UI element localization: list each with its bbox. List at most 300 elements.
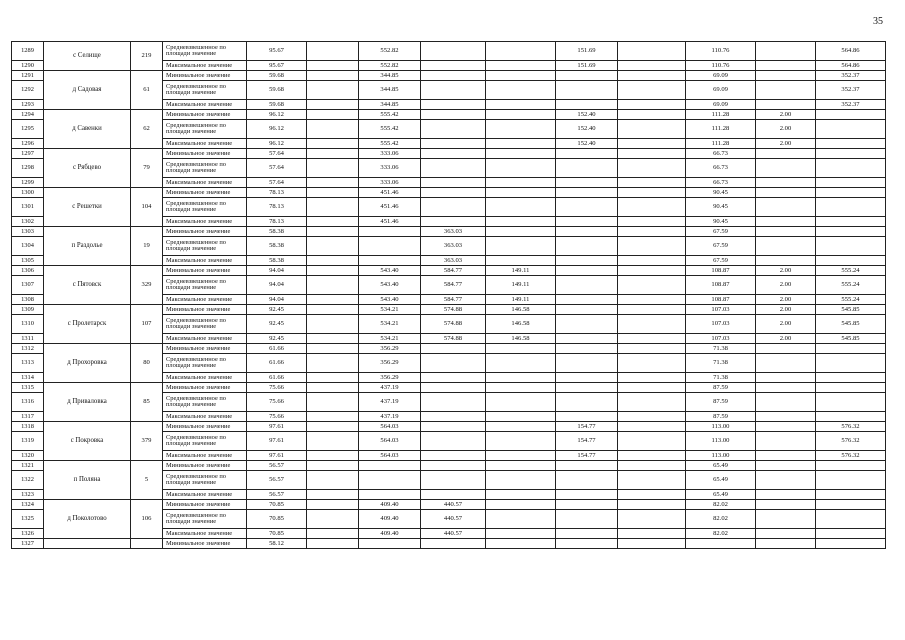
- count-cell: 329: [131, 266, 163, 305]
- value-cell: [618, 354, 686, 373]
- value-cell: [816, 178, 886, 188]
- value-cell: 113.00: [686, 422, 756, 432]
- value-cell: 152.40: [556, 110, 618, 120]
- value-cell: 356.29: [359, 373, 421, 383]
- value-cell: [421, 354, 486, 373]
- value-cell: 110.76: [686, 42, 756, 61]
- value-cell: [816, 412, 886, 422]
- value-cell: 108.87: [686, 266, 756, 276]
- value-cell: [556, 276, 618, 295]
- row-id-cell: 1309: [12, 305, 44, 315]
- row-id-cell: 1323: [12, 490, 44, 500]
- value-cell: [816, 139, 886, 149]
- value-cell: 451.46: [359, 217, 421, 227]
- value-cell: [486, 178, 556, 188]
- value-cell: [421, 110, 486, 120]
- value-cell: [359, 256, 421, 266]
- value-cell: [486, 354, 556, 373]
- value-cell: 82.02: [686, 500, 756, 510]
- value-cell: [421, 71, 486, 81]
- value-cell: 2.00: [756, 110, 816, 120]
- value-cell: [359, 227, 421, 237]
- stat-label-cell: Средневзвешенное по площади значение: [163, 42, 247, 61]
- row-id-cell: 1299: [12, 178, 44, 188]
- value-cell: [307, 110, 359, 120]
- value-cell: 2.00: [756, 139, 816, 149]
- value-cell: [307, 412, 359, 422]
- stat-label-cell: Минимальное значение: [163, 539, 247, 549]
- value-cell: 2.00: [756, 276, 816, 295]
- settlement-name-cell: д Поколотово: [44, 500, 131, 539]
- value-cell: [556, 71, 618, 81]
- value-cell: [421, 471, 486, 490]
- value-cell: 108.87: [686, 276, 756, 295]
- value-cell: 108.87: [686, 295, 756, 305]
- value-cell: 545.85: [816, 305, 886, 315]
- value-cell: [816, 227, 886, 237]
- value-cell: 70.85: [247, 500, 307, 510]
- value-cell: 65.49: [686, 490, 756, 500]
- value-cell: [756, 198, 816, 217]
- value-cell: [756, 451, 816, 461]
- value-cell: [307, 188, 359, 198]
- value-cell: [486, 393, 556, 412]
- value-cell: 90.45: [686, 217, 756, 227]
- value-cell: [421, 61, 486, 71]
- value-cell: [307, 256, 359, 266]
- row-id-cell: 1327: [12, 539, 44, 549]
- table-row: [12, 42, 886, 61]
- value-cell: 333.06: [359, 149, 421, 159]
- value-cell: 56.57: [247, 471, 307, 490]
- value-cell: 57.64: [247, 159, 307, 178]
- value-cell: 70.85: [247, 529, 307, 539]
- stat-label-cell: Минимальное значение: [163, 500, 247, 510]
- value-cell: 154.77: [556, 451, 618, 461]
- value-cell: [486, 344, 556, 354]
- value-cell: [421, 149, 486, 159]
- row-id-cell: 1320: [12, 451, 44, 461]
- value-cell: [556, 217, 618, 227]
- value-cell: [756, 383, 816, 393]
- value-cell: [421, 139, 486, 149]
- value-cell: [421, 422, 486, 432]
- value-cell: [486, 198, 556, 217]
- value-cell: [756, 71, 816, 81]
- settlement-name-cell: с Решетки: [44, 188, 131, 227]
- page-number: 35: [873, 16, 883, 27]
- value-cell: [618, 42, 686, 61]
- value-cell: [756, 42, 816, 61]
- value-cell: 333.06: [359, 159, 421, 178]
- row-id-cell: 1293: [12, 100, 44, 110]
- value-cell: 409.40: [359, 529, 421, 539]
- value-cell: [556, 510, 618, 529]
- row-id-cell: 1314: [12, 373, 44, 383]
- value-cell: [556, 188, 618, 198]
- row-id-cell: 1322: [12, 471, 44, 490]
- row-id-cell: 1292: [12, 81, 44, 100]
- value-cell: [307, 354, 359, 373]
- value-cell: 576.32: [816, 422, 886, 432]
- value-cell: [307, 295, 359, 305]
- value-cell: 564.86: [816, 61, 886, 71]
- value-cell: 2.00: [756, 315, 816, 334]
- value-cell: [421, 432, 486, 451]
- value-cell: [756, 510, 816, 529]
- value-cell: [618, 276, 686, 295]
- value-cell: 555.24: [816, 295, 886, 305]
- value-cell: [556, 334, 618, 344]
- value-cell: [756, 422, 816, 432]
- value-cell: 564.03: [359, 451, 421, 461]
- value-cell: [756, 344, 816, 354]
- value-cell: 69.09: [686, 100, 756, 110]
- value-cell: [307, 539, 359, 549]
- value-cell: [618, 256, 686, 266]
- value-cell: [421, 81, 486, 100]
- count-cell: 219: [131, 42, 163, 71]
- count-cell: 104: [131, 188, 163, 227]
- value-cell: 78.13: [247, 217, 307, 227]
- value-cell: [486, 217, 556, 227]
- value-cell: [359, 237, 421, 256]
- row-id-cell: 1316: [12, 393, 44, 412]
- value-cell: [486, 451, 556, 461]
- value-cell: 333.06: [359, 178, 421, 188]
- value-cell: [618, 188, 686, 198]
- value-cell: [816, 490, 886, 500]
- value-cell: [618, 500, 686, 510]
- value-cell: [486, 373, 556, 383]
- value-cell: [307, 510, 359, 529]
- value-cell: 543.40: [359, 276, 421, 295]
- table-row: [12, 500, 886, 510]
- value-cell: 574.88: [421, 334, 486, 344]
- value-cell: [756, 471, 816, 490]
- value-cell: [618, 71, 686, 81]
- value-cell: [556, 315, 618, 334]
- value-cell: 110.76: [686, 61, 756, 71]
- value-cell: 111.28: [686, 139, 756, 149]
- value-cell: [307, 432, 359, 451]
- value-cell: [556, 412, 618, 422]
- value-cell: 564.03: [359, 422, 421, 432]
- value-cell: 352.37: [816, 100, 886, 110]
- value-cell: 58.12: [247, 539, 307, 549]
- value-cell: 78.13: [247, 198, 307, 217]
- value-cell: [307, 198, 359, 217]
- value-cell: 71.38: [686, 344, 756, 354]
- value-cell: [618, 344, 686, 354]
- settlement-name-cell: д Садовая: [44, 71, 131, 110]
- value-cell: 57.64: [247, 149, 307, 159]
- value-cell: 94.04: [247, 266, 307, 276]
- value-cell: [486, 81, 556, 100]
- value-cell: [421, 159, 486, 178]
- table-row: [12, 305, 886, 315]
- count-cell: 85: [131, 383, 163, 422]
- value-cell: [816, 373, 886, 383]
- table-row: [12, 188, 886, 198]
- value-cell: 90.45: [686, 188, 756, 198]
- value-cell: [307, 237, 359, 256]
- value-cell: 146.58: [486, 334, 556, 344]
- settlement-name-cell: с Покровка: [44, 422, 131, 461]
- table-row: [12, 110, 886, 120]
- value-cell: [486, 110, 556, 120]
- count-cell: 379: [131, 422, 163, 461]
- value-cell: 57.64: [247, 178, 307, 188]
- stat-label-cell: Средневзвешенное по площади значение: [163, 393, 247, 412]
- row-id-cell: 1311: [12, 334, 44, 344]
- value-cell: [756, 539, 816, 549]
- value-cell: 92.45: [247, 315, 307, 334]
- value-cell: [816, 354, 886, 373]
- value-cell: 87.59: [686, 383, 756, 393]
- value-cell: [486, 139, 556, 149]
- value-cell: [556, 305, 618, 315]
- value-cell: 97.61: [247, 451, 307, 461]
- value-cell: [816, 198, 886, 217]
- value-cell: 363.03: [421, 227, 486, 237]
- stat-label-cell: Средневзвешенное по площади значение: [163, 471, 247, 490]
- value-cell: [618, 61, 686, 71]
- stat-label-cell: Средневзвешенное по площади значение: [163, 354, 247, 373]
- value-cell: [618, 422, 686, 432]
- value-cell: [618, 237, 686, 256]
- settlement-name-cell: п Поляна: [44, 461, 131, 500]
- value-cell: [486, 100, 556, 110]
- count-cell: [131, 539, 163, 549]
- settlement-name-cell: с Рябцево: [44, 149, 131, 188]
- value-cell: [486, 471, 556, 490]
- value-cell: 78.13: [247, 188, 307, 198]
- value-cell: 97.61: [247, 422, 307, 432]
- value-cell: [486, 529, 556, 539]
- stat-label-cell: Максимальное значение: [163, 139, 247, 149]
- value-cell: 543.40: [359, 295, 421, 305]
- value-cell: [618, 529, 686, 539]
- value-cell: [307, 393, 359, 412]
- value-cell: 95.67: [247, 42, 307, 61]
- stat-label-cell: Максимальное значение: [163, 373, 247, 383]
- value-cell: 146.58: [486, 305, 556, 315]
- value-cell: [618, 334, 686, 344]
- value-cell: [556, 159, 618, 178]
- value-cell: [618, 295, 686, 305]
- value-cell: 574.88: [421, 315, 486, 334]
- stat-label-cell: Минимальное значение: [163, 188, 247, 198]
- value-cell: [756, 159, 816, 178]
- value-cell: [359, 539, 421, 549]
- stat-label-cell: Максимальное значение: [163, 451, 247, 461]
- value-cell: [756, 188, 816, 198]
- value-cell: [486, 149, 556, 159]
- row-id-cell: 1306: [12, 266, 44, 276]
- stat-label-cell: Максимальное значение: [163, 178, 247, 188]
- value-cell: [756, 227, 816, 237]
- value-cell: 111.28: [686, 110, 756, 120]
- value-cell: 75.66: [247, 393, 307, 412]
- value-cell: [556, 178, 618, 188]
- value-cell: 584.77: [421, 266, 486, 276]
- value-cell: [421, 198, 486, 217]
- settlement-name-cell: с Пролетарск: [44, 305, 131, 344]
- value-cell: 56.57: [247, 490, 307, 500]
- value-cell: [486, 432, 556, 451]
- value-cell: 154.77: [556, 432, 618, 451]
- value-cell: [307, 373, 359, 383]
- value-cell: [756, 490, 816, 500]
- value-cell: [556, 500, 618, 510]
- value-cell: [307, 451, 359, 461]
- table-row: [12, 266, 886, 276]
- row-id-cell: 1326: [12, 529, 44, 539]
- value-cell: 58.38: [247, 227, 307, 237]
- stat-label-cell: Минимальное значение: [163, 383, 247, 393]
- row-id-cell: 1305: [12, 256, 44, 266]
- value-cell: [307, 276, 359, 295]
- row-id-cell: 1297: [12, 149, 44, 159]
- stat-label-cell: Средневзвешенное по площади значение: [163, 159, 247, 178]
- value-cell: 2.00: [756, 305, 816, 315]
- value-cell: 65.49: [686, 471, 756, 490]
- value-cell: 96.12: [247, 139, 307, 149]
- value-cell: [618, 139, 686, 149]
- value-cell: [756, 461, 816, 471]
- value-cell: [421, 383, 486, 393]
- value-cell: [618, 315, 686, 334]
- value-cell: 61.66: [247, 354, 307, 373]
- value-cell: 451.46: [359, 198, 421, 217]
- value-cell: [756, 217, 816, 227]
- value-cell: 113.00: [686, 432, 756, 451]
- value-cell: [307, 159, 359, 178]
- value-cell: [421, 120, 486, 139]
- value-cell: [307, 178, 359, 188]
- stat-label-cell: Минимальное значение: [163, 149, 247, 159]
- value-cell: 451.46: [359, 188, 421, 198]
- value-cell: 111.28: [686, 120, 756, 139]
- value-cell: [556, 373, 618, 383]
- value-cell: [421, 412, 486, 422]
- stat-label-cell: Средневзвешенное по площади значение: [163, 315, 247, 334]
- row-id-cell: 1294: [12, 110, 44, 120]
- value-cell: [307, 305, 359, 315]
- value-cell: [421, 217, 486, 227]
- value-cell: [556, 383, 618, 393]
- value-cell: [421, 490, 486, 500]
- value-cell: 69.09: [686, 81, 756, 100]
- value-cell: [307, 81, 359, 100]
- count-cell: 62: [131, 110, 163, 149]
- value-cell: [756, 529, 816, 539]
- value-cell: [816, 529, 886, 539]
- value-cell: 2.00: [756, 120, 816, 139]
- table-body: [12, 42, 886, 549]
- stat-label-cell: Средневзвешенное по площади значение: [163, 81, 247, 100]
- value-cell: [307, 139, 359, 149]
- stat-label-cell: Средневзвешенное по площади значение: [163, 276, 247, 295]
- value-cell: [556, 539, 618, 549]
- table-row: [12, 383, 886, 393]
- value-cell: 356.29: [359, 354, 421, 373]
- value-cell: 574.88: [421, 305, 486, 315]
- value-cell: [618, 373, 686, 383]
- value-cell: [307, 42, 359, 61]
- value-cell: [816, 344, 886, 354]
- row-id-cell: 1290: [12, 61, 44, 71]
- value-cell: [421, 373, 486, 383]
- value-cell: 2.00: [756, 334, 816, 344]
- value-cell: 437.19: [359, 383, 421, 393]
- value-cell: 97.61: [247, 432, 307, 451]
- value-cell: [307, 315, 359, 334]
- value-cell: [816, 539, 886, 549]
- value-cell: 555.42: [359, 139, 421, 149]
- value-cell: [556, 256, 618, 266]
- value-cell: [421, 461, 486, 471]
- table-row: [12, 461, 886, 471]
- value-cell: 67.59: [686, 237, 756, 256]
- value-cell: 61.66: [247, 344, 307, 354]
- row-id-cell: 1301: [12, 198, 44, 217]
- data-table: [11, 41, 886, 549]
- value-cell: [486, 412, 556, 422]
- stat-label-cell: Минимальное значение: [163, 305, 247, 315]
- value-cell: [556, 529, 618, 539]
- value-cell: [618, 451, 686, 461]
- stat-label-cell: Максимальное значение: [163, 100, 247, 110]
- value-cell: [816, 256, 886, 266]
- value-cell: [756, 393, 816, 412]
- table-row: [12, 344, 886, 354]
- count-cell: 106: [131, 500, 163, 539]
- value-cell: [556, 490, 618, 500]
- value-cell: 67.59: [686, 227, 756, 237]
- value-cell: [359, 490, 421, 500]
- count-cell: 79: [131, 149, 163, 188]
- value-cell: [486, 490, 556, 500]
- value-cell: 352.37: [816, 71, 886, 81]
- row-id-cell: 1325: [12, 510, 44, 529]
- value-cell: [486, 383, 556, 393]
- stat-label-cell: Максимальное значение: [163, 256, 247, 266]
- value-cell: 66.73: [686, 149, 756, 159]
- value-cell: [556, 354, 618, 373]
- value-cell: [618, 393, 686, 412]
- value-cell: 69.09: [686, 71, 756, 81]
- value-cell: [556, 461, 618, 471]
- value-cell: [486, 539, 556, 549]
- table-row: [12, 227, 886, 237]
- count-cell: 80: [131, 344, 163, 383]
- value-cell: 71.38: [686, 373, 756, 383]
- value-cell: [756, 81, 816, 100]
- value-cell: 344.85: [359, 81, 421, 100]
- value-cell: 92.45: [247, 305, 307, 315]
- value-cell: [756, 237, 816, 256]
- value-cell: 584.77: [421, 276, 486, 295]
- value-cell: [486, 510, 556, 529]
- value-cell: 576.32: [816, 451, 886, 461]
- value-cell: 154.77: [556, 422, 618, 432]
- value-cell: 552.82: [359, 42, 421, 61]
- value-cell: 61.66: [247, 373, 307, 383]
- value-cell: [816, 149, 886, 159]
- value-cell: [618, 412, 686, 422]
